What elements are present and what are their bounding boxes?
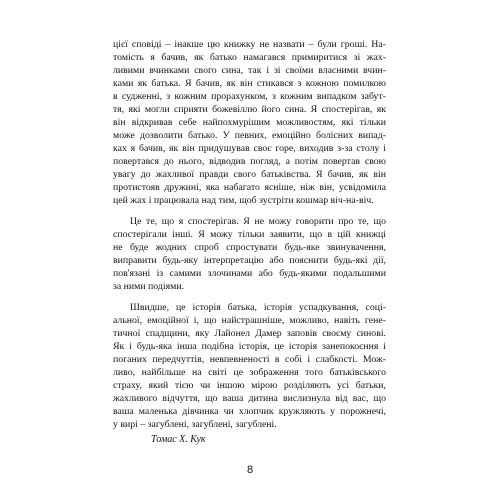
text-line: в судженні, з кожним прорахунком, з кожним випадком забут- (113, 91, 386, 102)
text-column (113, 38, 386, 431)
page-number: 8 (246, 464, 254, 476)
text-line: поганих передчуттів, невпевненості в собі і слабкості. Мож- (113, 354, 386, 365)
text-line: томість я бачив, як батько намагався примиритися зі жах- (113, 52, 386, 63)
text-line: протистояв дружині, яка набагато ясніше, ніж він, усвідомила (113, 182, 386, 193)
paragraph-spacer (113, 207, 386, 215)
text-line: ливо, найбільше на світі це зображення того батьківського (113, 367, 386, 378)
text-line: цієї сповіді – інакше цю книжку не назвати – були гроші. На- (113, 39, 386, 50)
paragraph-1 (113, 38, 386, 207)
text-line: тя, які могли сприяти божевіллю його сина. Я спостерігав, як (113, 104, 386, 115)
text-line: у вирі – загублені, загублені, загублені. (113, 419, 277, 430)
text-line: виправити будь-яку інтерпретацію або пояснити будь-які дії, (113, 255, 386, 266)
text-line: тичної спадщини, яку Лайонел Дамер заповів своєму синові. (113, 328, 386, 339)
text-line: альної, емоційної і, що найстрашніше, можливо, навіть гене- (113, 315, 386, 326)
text-line: ливими вчинками свого сина, так і зі своїми власними вчин- (113, 65, 386, 76)
text-line: ваша маленька дівчинка чи хлопчик кружляють у порожнечі, (113, 406, 386, 417)
text-line: він відкривав себе найпохмурішим можливостям, які тільки (113, 117, 386, 128)
text-line: Як і будь-яка інша подібна історія, це історія занепокоєння і (113, 341, 386, 352)
text-line: цей жах і працювала над тим, щоб зустріти кошмар віч-на-віч. (113, 195, 374, 206)
paragraph-2 (113, 215, 386, 293)
author-signature: Томас Х. Кук (151, 434, 206, 445)
paragraph-spacer (113, 293, 386, 301)
text-line: Це те, що я спостерігав. Я не можу говорити про те, що (130, 216, 386, 227)
text-line: за ними подіями. (113, 281, 185, 292)
text-line: може дозволити батько. У певних, емоційно болісних випад- (113, 130, 386, 141)
text-line: ках я бачив, як він придушував своє горе, виходив з-за столу і (113, 143, 386, 154)
text-line: увагу до жахливої правди свого батьківства. Я бачив, як він (113, 169, 386, 180)
text-line: повертався до нього, відводив погляд, а потім повертав свою (113, 156, 386, 167)
text-line: пов'язані із самими злочинами або будь-якими подальшими (113, 268, 386, 279)
text-line: страху, який тією чи іншою мірою розділяють усі батьки, (113, 380, 386, 391)
text-line: ками як батька. Я бачив, як він стикався з кожною помилкою (113, 78, 386, 89)
text-line: не буде жодних спроб спростувати будь-яке звинувачення, (113, 242, 386, 253)
paragraph-3 (113, 301, 386, 431)
text-line: Швидше, це історія батька, історія успадкування, соці- (130, 302, 386, 313)
text-line: жахливого відчуття, що ваша дитина вислизнула від вас, що (113, 393, 386, 404)
text-line: спостерігали інші. Я можу тільки заявити, що в цій книжці (113, 229, 386, 240)
